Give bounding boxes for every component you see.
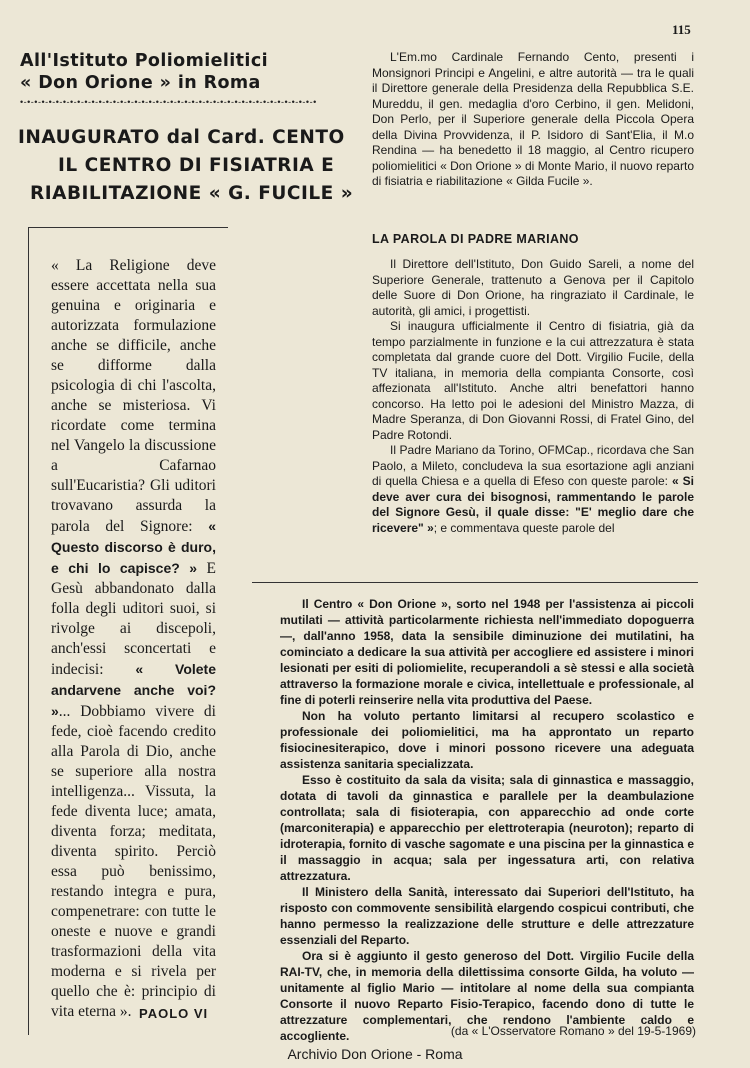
kicker-line-1: All'Istituto Poliomielitici (20, 51, 268, 71)
intro-paragraph: L'Em.mo Cardinale Fernando Cento, presenti i Monsignori Principi e Angelini, e altre autorità — tra le quali il Direttore generale della Presidenza della Repubblica S.E. Mureddu, il gen. medaglia d'oro Cerbino, il gen. Melidoni, Don Perlo, per il Superiore generale della Piccola Opera della Divina Provvidenza, il P. Isidoro di Sant'Elia, il M.o Rendina — ha benedetto il 18 maggio, al Centro ricupero poliomielitici « Don Orione » di Monte Mario, il nuovo reparto di fisiatria e riabilitazione « Gilda Fucile ». (372, 50, 694, 188)
kicker-line-2: « Don Orione » in Roma (20, 73, 261, 93)
intro-column (372, 50, 694, 190)
quote-part-1: « La Religione deve essere accettata nella sua genuina e originaria e autorizzata formulazione anche se difficile, anche se difforme dalla psicologia di chi l'ascolta, anche se misteriosa. Vi ricordate come termina nel Vangelo la discussione a Cafarnao sull'Eucaristia? Gli uditori trovavano assurda la parola del Signore: (51, 257, 216, 535)
section-column (372, 257, 694, 536)
section-title: LA PAROLA DI PADRE MARIANO (372, 232, 579, 246)
mariano-text-2: ; e commentava queste parole del (433, 520, 615, 535)
section-paragraph-2: Si inaugura ufficialmente il Centro di fisiatria, già da tempo parzialmente in funzione e la cui attrezzatura è stata completata dal grande cuore del Dott. Virgilio Fucile, della TV italiana, in memoria della compianta Consorte, così affezionata all'Istituto. Anche altri benefattori hanno concorso. Ha letto poi le adesioni del Ministro Mazza, di Madre Speranza, di Don Giovanni Rossi, di Fratel Gino, del Padre Rotondi. (372, 319, 694, 442)
box-paragraph-3: Esso è costituito da sala da visita; sala di ginnastica e massaggio, dotata di tavoli da ginnastica e parallele per la deambulazione controllata; sala di fisioterapia, con apparecchio ad onde corte (marconiterapia) e apparecchio per elettroterapia (neuroton); reparto di idroterapia, fornito di vasche sagomate e una piscina per la ginnastica e il massaggio in acqua; sala per ingessatura arti, con relativa attrezzatura. (280, 773, 694, 883)
mariano-paragraph (372, 443, 694, 536)
headline-line-3: RIABILITAZIONE « G. FUCILE » (30, 183, 354, 204)
archive-footer: Archivio Don Orione - Roma (287, 1046, 463, 1062)
headline (18, 124, 363, 208)
box-paragraph-2: Non ha voluto pertanto limitarsi al recupero scolastico e professionale dei poliomielitici, ma ha approntato un reparto fisiocinesiterapico, dove i minori possono ricevere una adeguata assistenza sanitaria specializzata. (280, 709, 694, 771)
box-paragraph-4: Il Ministero della Sanità, interessato dai Superiori dell'Istituto, ha risposto con commovente sensibilità elargendo cospicui contributi, che hanno permesso la realizzazione delle strutture e delle attrezzature essenziali del Reparto. (280, 885, 694, 947)
article-kicker (20, 50, 360, 94)
pope-quote (51, 256, 216, 1022)
centre-description-box (280, 596, 694, 1044)
quote-bold-2: « Volete andarvene anche voi? » (51, 661, 216, 719)
box-separator (252, 582, 698, 583)
page-number: 115 (672, 22, 691, 37)
headline-line-1: INAUGURATO dal Card. CENTO (18, 127, 345, 148)
quote-bold-1: « Questo discorso è duro, e chi lo capisce? » (51, 518, 216, 576)
quote-part-2: E Gesù abbandonato dalla folla degli uditori suoi, si rivolge ai discepoli, anch'essi sconcertati e indecisi: (51, 560, 216, 678)
mariano-bold: « Si deve aver cura dei bisognosi, rammentando le parole del Signore Gesù, il quale disse: "E' meglio dare che ricevere" » (372, 474, 694, 535)
box-paragraph-5: Ora si è aggiunto il gesto generoso del Dott. Virgilio Fucile della RAI-TV, che, in memoria della dilettissima consorte Gilda, ha voluto — unitamente al figlio Mario — intitolare al nome della sua compianta Consorte il nuovo Reparto Fisio-Terapico, facendo dono di tutte le attrezzature complementari, che rendono l'ambiente caldo e accogliente. (280, 949, 694, 1043)
headline-line-2: IL CENTRO DI FISIATRIA E (58, 155, 335, 176)
quote-part-3: ... Dobbiamo vivere di fede, cioè facendo credito alla Parola di Dio, anche se superiore alla nostra intelligenza... Vissuta, la fede diventa luce; amata, diventa forza; meditata, diventa spirito. Perciò essa può benissimo, restando integra e pura, compenetrare: con tutte le oneste e nuove e grandi trasformazioni della vita moderna e si rivela per quello che è: principio di vita eterna ». (51, 703, 216, 1020)
quote-author: PAOLO VI (139, 1006, 209, 1021)
box-paragraph-1: Il Centro « Don Orione », sorto nel 1948 per l'assistenza ai piccoli mutilati — attività particolarmente richiesta nell'immediato dopoguerra —, dall'anno 1958, data la sensibile diminuzione dei mutilatini, ha cominciato a dedicare la sua attività per accogliere ed assistere i minori lesionati per esiti di poliomielite, recuperandoli a sè stessi e alla società attraverso la formazione morale e civica, intellettuale e professionale, al fine di poterli reinserire nella vita produttiva del Paese. (280, 597, 694, 707)
section-paragraph-1: Il Direttore dell'Istituto, Don Guido Sareli, a nome del Superiore Generale, trattenuto a Genova per il Capitolo delle Suore di Don Orione, ha ringraziato il Cardinale, le autorità, gli amici, i progettisti. (372, 257, 694, 318)
decorative-divider: •-•-•-•-•-•-•-•-•-•-•-•-•-•-•-•-•-•-•-•-•-•-•-•-•-•-•-•-•-•-•-•-•-•-•-•-•-•-•-•-•-• (20, 99, 317, 105)
source-citation: (da « L'Osservatore Romano » del 19-5-1969) (450, 1024, 696, 1038)
mariano-text-1: Il Padre Mariano da Torino, OFMCap., ricordava che San Paolo, a Mileto, concludeva la sua esortazione agli anziani di quella Chiesa e a quella di Efeso con queste parole: (372, 443, 694, 488)
